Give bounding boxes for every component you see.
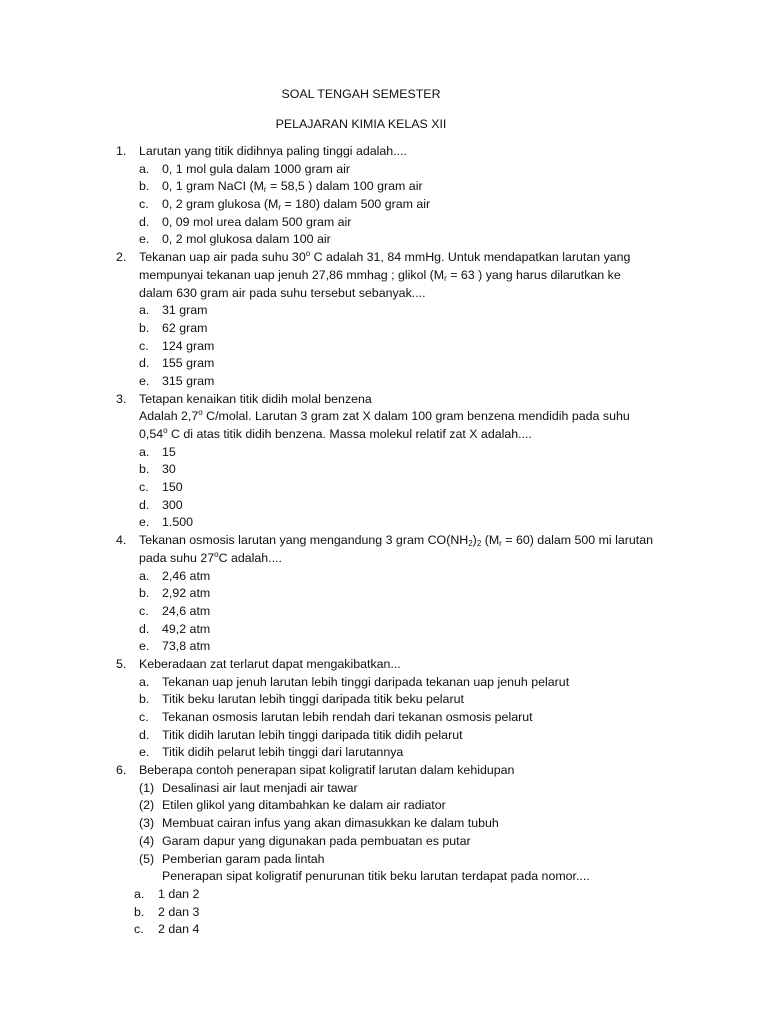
question-number: 5. [116, 656, 127, 671]
option-label: c. [139, 480, 149, 495]
option-row [0, 691, 768, 709]
option-text: Titik beku larutan lebih tinggi daripada titik beku pelarut [162, 692, 464, 707]
question-text-part: Tekanan osmosis larutan yang mengandung 3 gram CO(NH [139, 533, 469, 548]
question-text-part: C/molal. Larutan 3 gram zat X dalam 100 gram benzena mendidih pada suhu [202, 409, 630, 424]
option-row [0, 231, 768, 249]
option-text: Tekanan osmosis larutan lebih rendah dari tekanan osmosis pelarut [162, 710, 533, 724]
option-row [0, 727, 768, 745]
item-text: Garam dapur yang digunakan pada pembuatan es putar [162, 833, 471, 848]
question-text [139, 408, 630, 426]
option-row [0, 921, 768, 939]
question-text: Keberadaan zat terlarut dapat mengakibatkan... [139, 656, 401, 671]
option-row [0, 196, 768, 214]
option-text-part: = 58,5 ) dalam 100 gram air [266, 179, 423, 194]
option-label: a. [139, 303, 150, 318]
option-label: e. [139, 515, 150, 530]
question-text-part: C adalah.... [218, 550, 282, 565]
option-label: b. [139, 692, 150, 707]
question-continuation [0, 267, 768, 285]
subscript: r [263, 185, 267, 195]
option-label: d. [139, 356, 150, 371]
option-label: c. [139, 338, 149, 353]
option-label: b. [139, 586, 150, 601]
option-row [0, 886, 768, 904]
option-text: 31 gram [162, 303, 208, 318]
option-text: 315 gram [162, 373, 215, 388]
option-text: 124 gram [162, 338, 215, 353]
item-text: Etilen glikol yang ditambahkan ke dalam air radiator [162, 798, 446, 813]
option-text: 0, 09 mol urea dalam 500 gram air [162, 214, 352, 229]
numbered-item [0, 833, 768, 851]
item-number: (2) [139, 798, 155, 813]
option-label: b. [139, 462, 150, 477]
option-text: 150 [162, 480, 183, 495]
option-text: 0, 2 mol glukosa dalam 100 air [162, 232, 331, 247]
option-row [0, 638, 768, 656]
question-2 [0, 249, 768, 267]
question-continuation [0, 285, 768, 303]
option-label: a. [139, 568, 150, 583]
option-row [0, 621, 768, 639]
question-text-part: C adalah 31, 84 mmHg. Untuk mendapatkan larutan yang [310, 250, 631, 265]
superscript: o [214, 549, 219, 559]
item-text: Desalinasi air laut menjadi air tawar [162, 780, 358, 795]
option-label: a. [139, 674, 150, 689]
option-text: 73,8 atm [162, 639, 211, 654]
question-text-part: mempunyai tekanan uap jenuh 27,86 mmhag ; glikol (M [139, 267, 445, 282]
question-continuation [0, 426, 768, 444]
option-label: a. [139, 161, 150, 176]
option-row [0, 674, 768, 692]
option-text: Tekanan uap jenuh larutan lebih tinggi daripada tekanan uap jenuh pelarut [162, 674, 570, 689]
option-text: 1 dan 2 [158, 886, 200, 901]
option-text: 2 dan 4 [158, 922, 200, 937]
option-label: e. [139, 639, 150, 654]
option-text: 2,46 atm [162, 568, 211, 583]
question-number: 2. [116, 250, 127, 265]
option-label: a. [134, 886, 145, 901]
option-text-part: 0, 1 gram NaCI (M [162, 179, 264, 194]
question-5 [0, 656, 768, 674]
superscript: o [305, 249, 311, 259]
question-continuation [0, 550, 768, 568]
option-row [0, 479, 768, 497]
option-text: Titik didih pelarut lebih tinggi dari larutannya [162, 745, 404, 760]
option-label: c. [134, 922, 144, 937]
superscript: o [198, 408, 203, 418]
question-1 [0, 143, 768, 161]
question-text-part: C di atas titik didih benzena. Massa molekul relatif zat X adalah.... [167, 427, 532, 441]
option-text: 300 [162, 497, 183, 512]
option-text: 30 [162, 462, 176, 477]
question-text [139, 426, 532, 444]
option-row [0, 320, 768, 338]
option-label: b. [134, 904, 145, 919]
question-text: Beberapa contoh penerapan sipat koligratif larutan dalam kehidupan [139, 763, 515, 778]
option-label: d. [139, 727, 150, 742]
question-text [139, 249, 630, 267]
option-text: 2,92 atm [162, 586, 211, 601]
option-text: 49,2 atm [162, 621, 211, 636]
question-text-part: Adalah 2,7 [139, 409, 199, 424]
question-text-part: Tekanan uap air pada suhu 30 [139, 250, 306, 265]
option-row [0, 709, 768, 727]
question-list [0, 143, 768, 939]
option-label: a. [139, 444, 150, 459]
item-text: Membuat cairan infus yang akan dimasukkan ke dalam tubuh [162, 816, 499, 831]
option-row [0, 214, 768, 232]
page-subtitle: PELAJARAN KIMIA KELAS XII [275, 117, 447, 131]
option-row [0, 461, 768, 479]
option-text: 62 gram [162, 320, 208, 335]
question-4 [0, 532, 768, 550]
superscript: o [163, 426, 168, 435]
option-text: 0, 1 mol gula dalam 1000 gram air [162, 161, 351, 176]
item-text: Pemberian garam pada lintah [162, 851, 325, 866]
option-text-part: 0, 2 gram glukosa (M [162, 197, 279, 212]
question-6 [0, 762, 768, 780]
option-text [162, 196, 430, 214]
question-text-part: (M [481, 533, 500, 548]
option-label: d. [139, 621, 150, 636]
option-text: 1.500 [162, 515, 194, 530]
item-number: (3) [139, 816, 155, 831]
subscript: 2 [476, 539, 482, 549]
subscript: 2 [468, 539, 473, 549]
question-number: 4. [116, 533, 127, 548]
question-text: Larutan yang titik didihnya paling tinggi adalah.... [139, 144, 407, 158]
question-text [139, 550, 282, 568]
option-text: 2 dan 3 [158, 904, 200, 919]
question-number: 3. [116, 391, 127, 406]
question-text-part: ) [472, 533, 477, 548]
option-row [0, 355, 768, 373]
option-text: 15 [162, 444, 176, 459]
item-number: (4) [139, 833, 155, 848]
option-row [0, 904, 768, 922]
question-text: Penerapan sipat koligratif penurunan titik beku larutan terdapat pada nomor.... [162, 869, 590, 884]
question-continuation [0, 408, 768, 426]
question-continuation [0, 868, 768, 886]
option-row [0, 603, 768, 621]
question-text-part: pada suhu 27 [139, 550, 215, 565]
option-row [0, 444, 768, 462]
item-number: (5) [139, 851, 155, 866]
option-text-part: = 180) dalam 500 gram air [281, 197, 431, 212]
option-row [0, 161, 768, 179]
option-row [0, 338, 768, 356]
option-text: 24,6 atm [162, 603, 211, 618]
numbered-item [0, 780, 768, 798]
option-label: d. [139, 214, 150, 229]
question-text-part: = 60) dalam 500 mi larutan [501, 533, 654, 548]
option-row [0, 302, 768, 320]
numbered-item [0, 815, 768, 833]
question-text [139, 532, 653, 550]
subscript: r [444, 273, 447, 283]
option-row [0, 585, 768, 603]
option-label: d. [139, 497, 150, 512]
subscript: r [499, 539, 502, 549]
option-label: e. [139, 232, 150, 247]
numbered-item [0, 851, 768, 869]
option-label: c. [139, 603, 149, 618]
option-row [0, 514, 768, 532]
option-label: c. [139, 710, 149, 724]
option-label: c. [139, 197, 149, 212]
option-row [0, 497, 768, 515]
option-label: b. [139, 179, 150, 194]
question-number: 6. [116, 763, 127, 778]
subscript: r [278, 203, 282, 213]
question-number: 1. [116, 144, 127, 158]
option-label: b. [139, 320, 150, 335]
question-text: dalam 630 gram air pada suhu tersebut sebanyak.... [139, 285, 426, 300]
question-3 [0, 391, 768, 409]
item-number: (1) [139, 780, 155, 795]
option-label: e. [139, 745, 150, 760]
option-row [0, 178, 768, 196]
page-title: SOAL TENGAH SEMESTER [281, 87, 441, 101]
option-row [0, 373, 768, 391]
question-text-part: 0,54 [139, 427, 164, 441]
option-row [0, 744, 768, 762]
option-text: Titik didih larutan lebih tinggi daripada titik didih pelarut [162, 727, 463, 742]
question-text-part: = 63 ) yang harus dilarutkan ke [446, 267, 621, 282]
question-text: Tetapan kenaikan titik didih molal benzena [139, 391, 372, 406]
option-row [0, 568, 768, 586]
option-label: e. [139, 373, 150, 388]
numbered-item [0, 797, 768, 815]
option-text: 155 gram [162, 356, 215, 371]
question-text [139, 267, 621, 285]
option-text [162, 178, 423, 196]
